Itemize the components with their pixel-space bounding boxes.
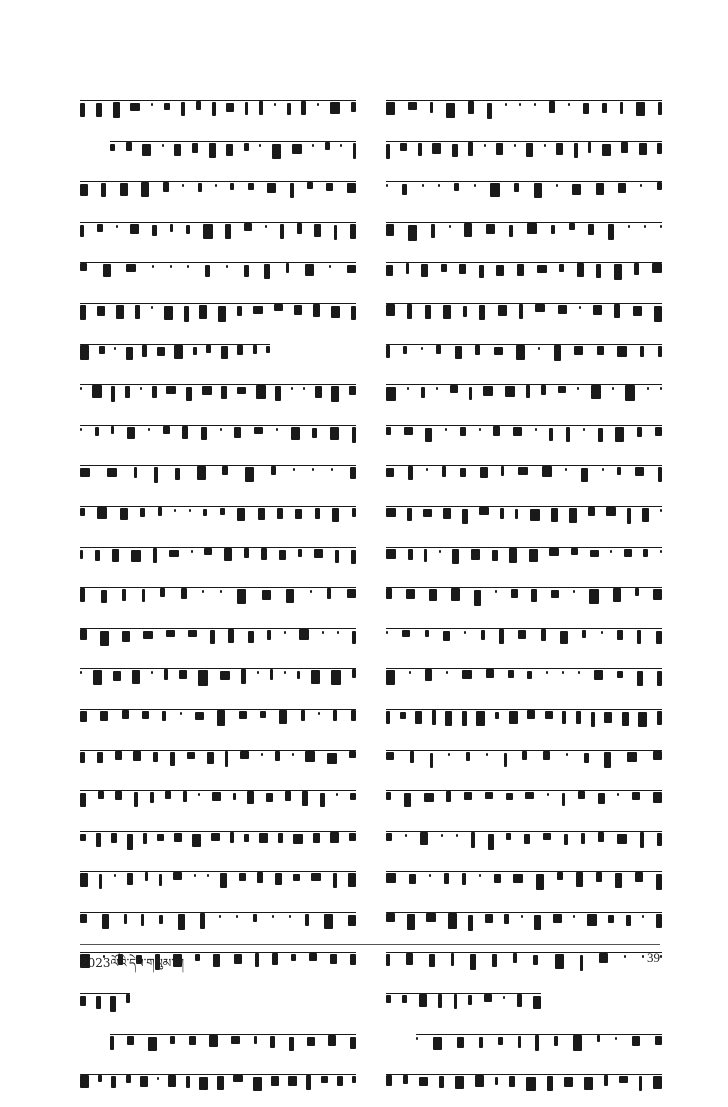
text-line [80, 823, 356, 864]
text-line [80, 173, 356, 214]
text-line [386, 782, 662, 823]
text-line [386, 863, 662, 904]
text-line [80, 701, 356, 742]
text-line [386, 944, 662, 985]
text-line [80, 620, 356, 661]
text-line [386, 904, 662, 945]
text-line [386, 539, 662, 580]
text-line [386, 620, 662, 661]
text-line [80, 863, 356, 904]
text-line [80, 92, 356, 133]
text-line [386, 336, 662, 377]
text-line [386, 1026, 662, 1067]
right-column [386, 92, 662, 1107]
text-line [80, 985, 356, 1026]
text-line [386, 417, 662, 458]
text-line [386, 985, 662, 1026]
footer-journal-issue: 2023ལོའི་དེབ་གསུམ་པ། [80, 956, 185, 970]
text-line [80, 904, 356, 945]
text-line [80, 295, 356, 336]
text-line [80, 498, 356, 539]
text-line [80, 457, 356, 498]
text-line [386, 295, 662, 336]
footer-rule [80, 944, 660, 945]
text-line [80, 579, 356, 620]
text-line [80, 376, 356, 417]
text-line [80, 254, 356, 295]
text-line [386, 254, 662, 295]
text-line [80, 539, 356, 580]
text-line [386, 173, 662, 214]
text-line [386, 214, 662, 255]
text-line [386, 579, 662, 620]
text-line [386, 92, 662, 133]
text-line [386, 701, 662, 742]
text-line [386, 823, 662, 864]
text-line [80, 417, 356, 458]
text-line [386, 1066, 662, 1107]
text-line [80, 133, 356, 174]
text-line [386, 376, 662, 417]
text-line [80, 660, 356, 701]
text-line [80, 742, 356, 783]
text-line [386, 498, 662, 539]
text-line [80, 214, 356, 255]
text-line [80, 336, 356, 377]
text-line [80, 782, 356, 823]
text-line [386, 133, 662, 174]
page-number: 39 [647, 950, 660, 965]
text-line [386, 457, 662, 498]
text-line [386, 660, 662, 701]
text-line [386, 742, 662, 783]
text-line [80, 1066, 356, 1107]
text-line [80, 1026, 356, 1067]
